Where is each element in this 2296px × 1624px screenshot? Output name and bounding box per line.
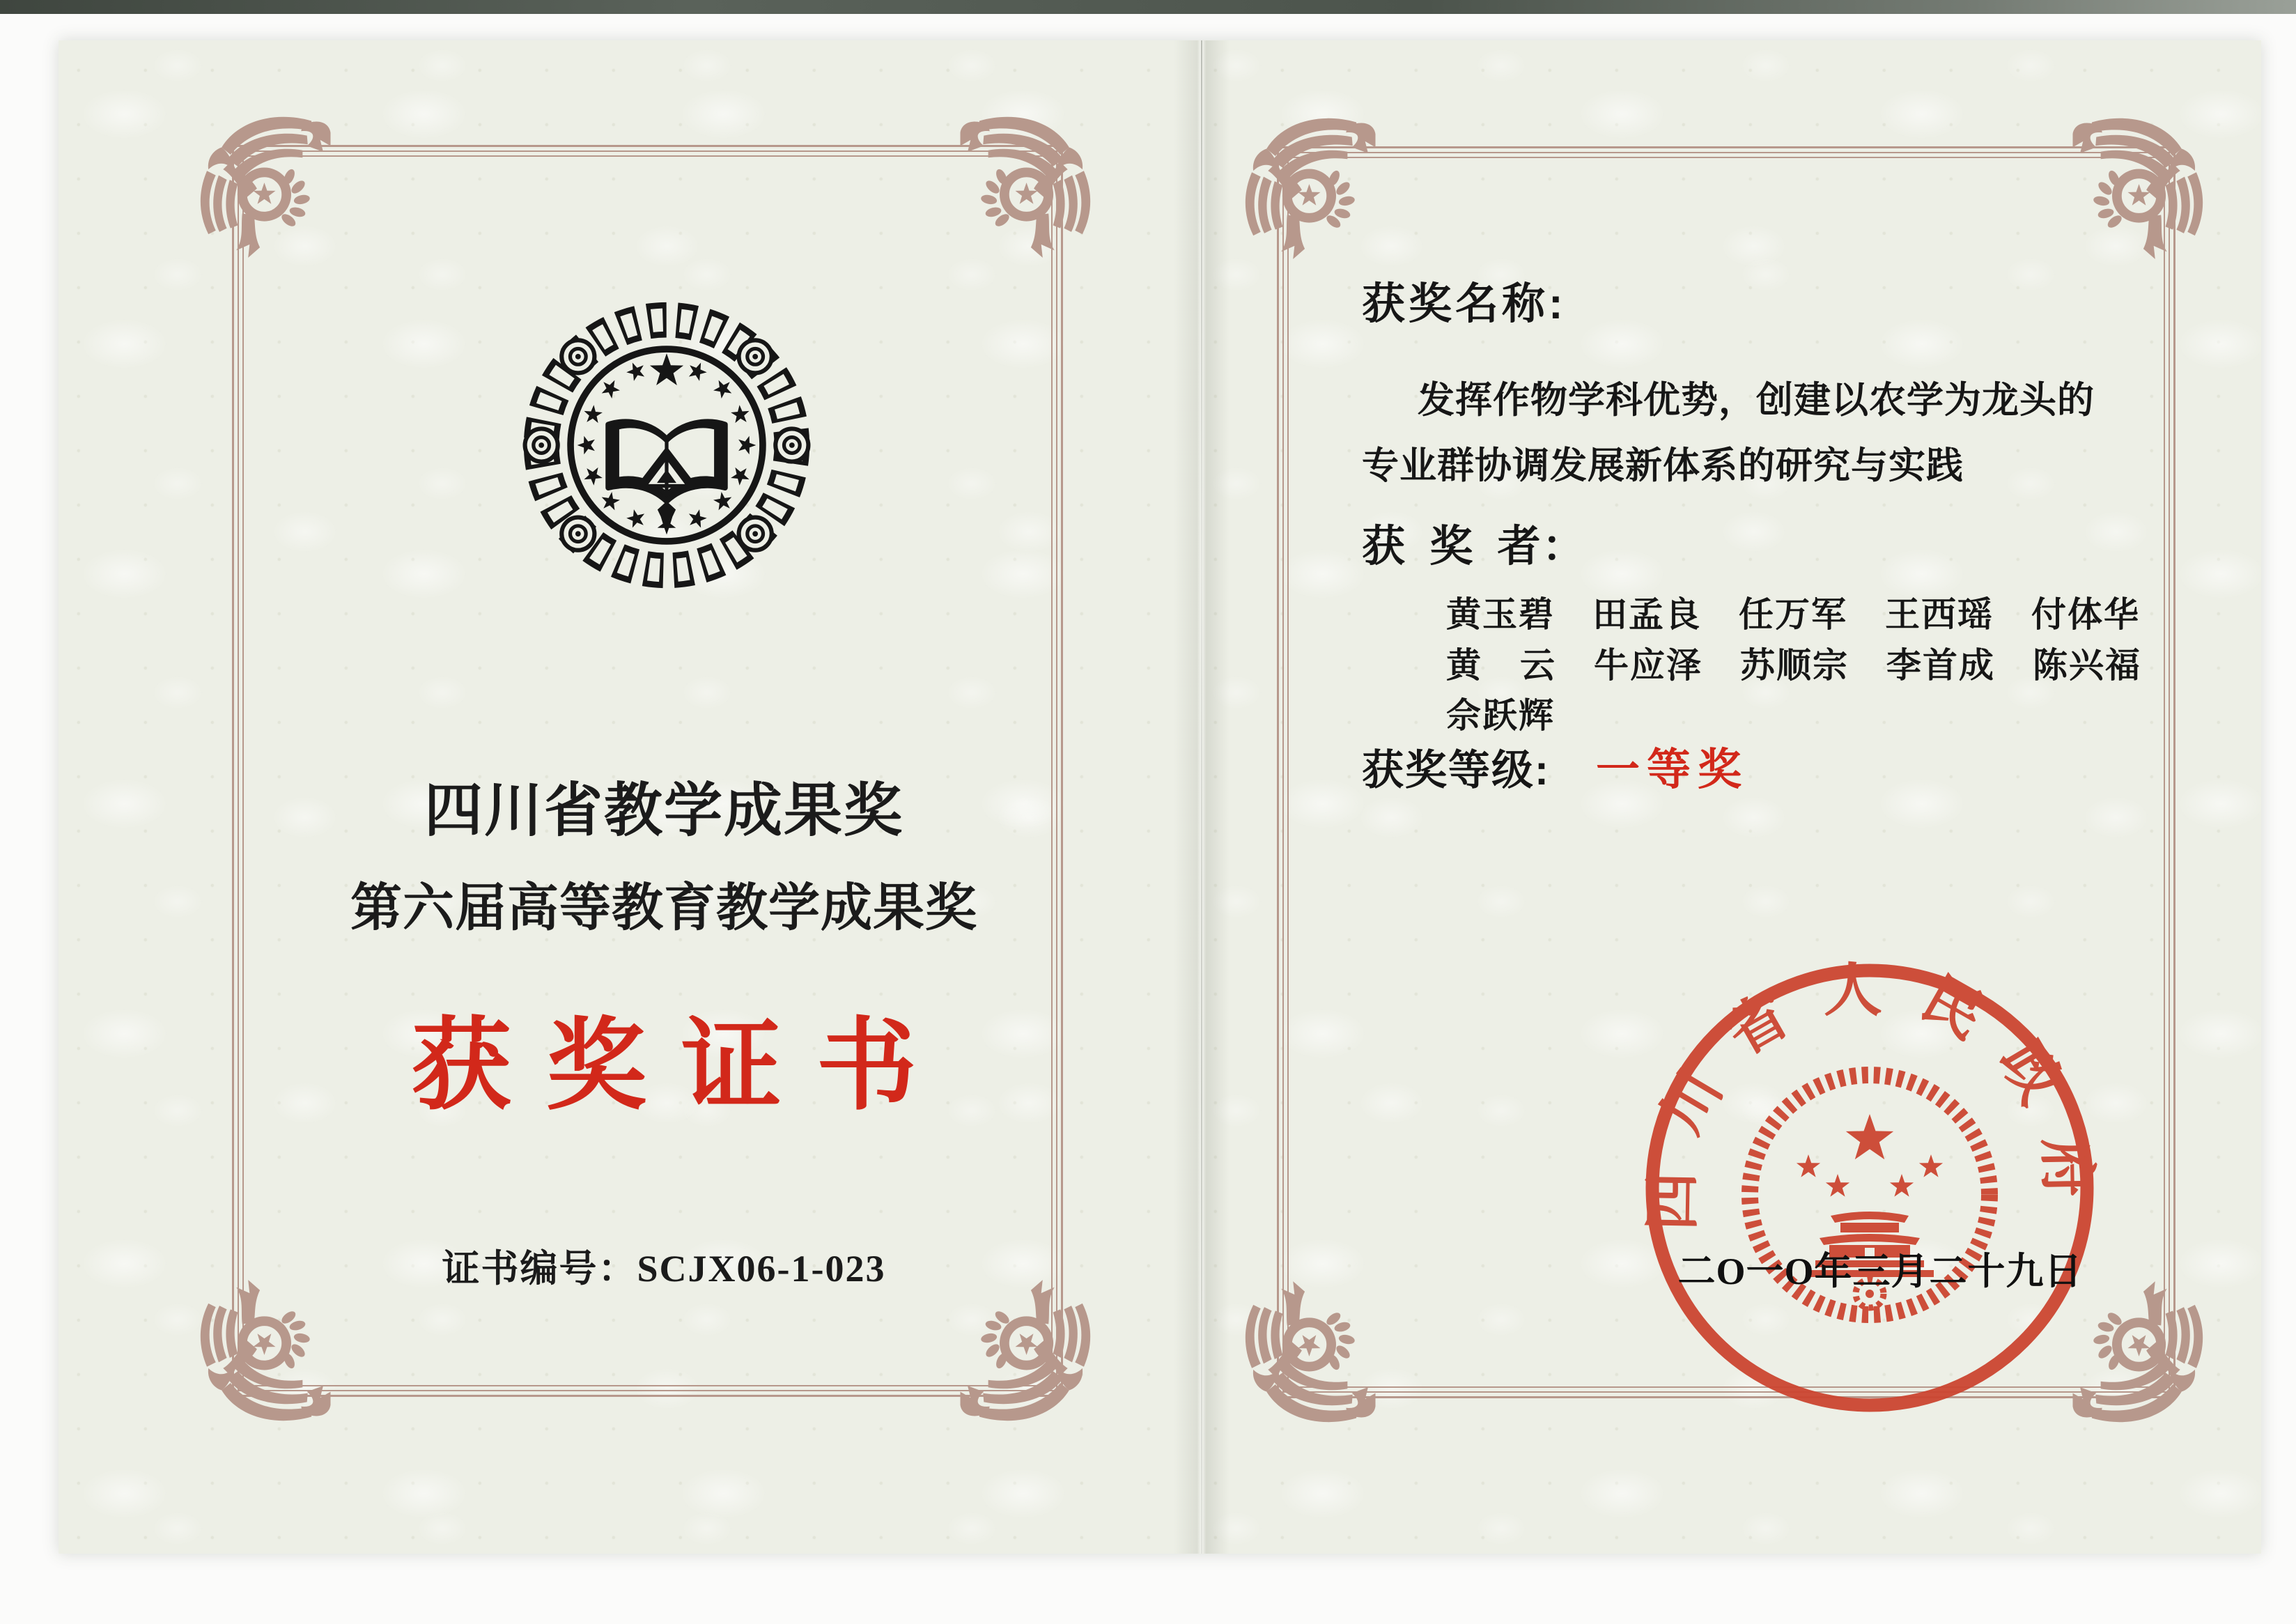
government-seal (1633, 951, 2107, 1425)
certificate-title: 获奖证书 (410, 1012, 952, 1122)
certificate-number-label: 证书编号： (442, 1248, 637, 1290)
corner-eagle-ornament (185, 1278, 332, 1436)
award-level-line (1362, 734, 1748, 798)
corner-eagle-ornament (1230, 103, 1377, 261)
winners-row: 佘跃辉 (1446, 696, 1555, 735)
certificate-number-line (246, 1239, 1082, 1292)
corner-eagle-ornament (959, 102, 1106, 259)
certificate-sheet (59, 40, 2261, 1554)
winners-row: 黄玉碧 田孟良 任万军 王西瑶 付体华 (1446, 595, 2140, 634)
corner-eagle-ornament (1230, 1280, 1377, 1437)
open-book-icon (608, 422, 725, 529)
scanner-edge-artifact (0, 0, 2296, 14)
book-medal-emblem (513, 292, 820, 598)
award-session-title: 第六届高等教育教学成果奖 (350, 880, 977, 937)
winners-row: 黄 云 牛应泽 苏顺宗 李首成 陈兴福 (1446, 646, 2141, 685)
award-name-line1: 发挥作物学科优势，创建以农学为龙头的 (1418, 380, 2095, 421)
seal-text: 四川省人民政府 (1639, 958, 2100, 1232)
issue-date: 二O一O年三月二十九日 (1677, 1251, 2083, 1292)
corner-eagle-ornament (185, 102, 332, 259)
award-program-title: 四川省教学成果奖 (424, 779, 903, 844)
award-level-label: 获奖等级: (1362, 747, 1550, 794)
certificate-number-value: SCJX06-1-023 (637, 1248, 886, 1290)
svg-text:四川省人民政府 (1640, 959, 2100, 1231)
center-fold-line (1201, 40, 1202, 1554)
corner-eagle-ornament (959, 1278, 1106, 1436)
winners-label: 获 奖 者： (1362, 523, 1587, 571)
award-level-value: 一等奖 (1595, 745, 1748, 794)
award-name-line2: 专业群协调发展新体系的研究与实践 (1362, 446, 1964, 486)
corner-eagle-ornament (2071, 103, 2219, 261)
award-name-label: 获奖名称: (1362, 280, 1567, 328)
